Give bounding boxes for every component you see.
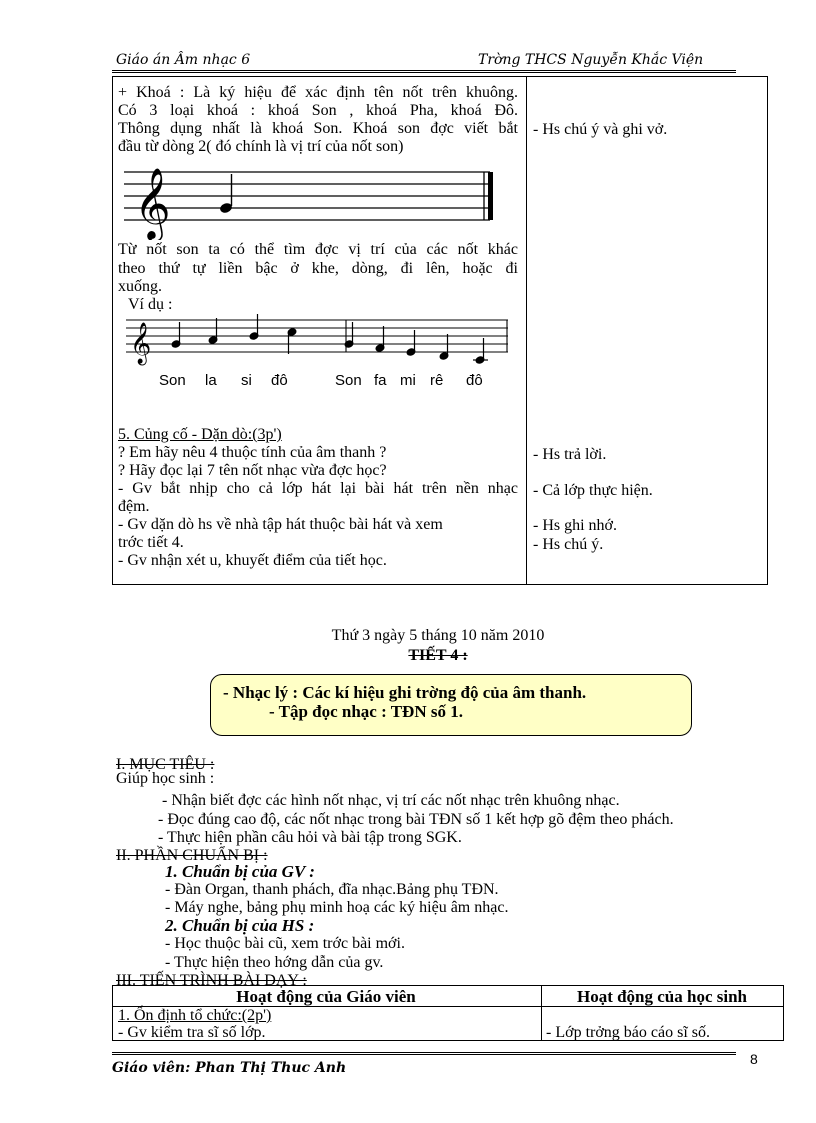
- note-name: Son: [159, 372, 186, 389]
- note-name: mi: [400, 372, 416, 389]
- header-title: Giáo án Âm nhạc 6: [116, 52, 251, 68]
- hs-prep-title: 2. Chuẩn bị của HS :: [165, 916, 315, 935]
- khoa-line-3: Thông dụng nhất là khoá Son. Khoá son đợc viết bắt: [118, 120, 518, 137]
- khoa-line-2: Có 3 loại khoá : khoá Son , khoá Pha, khoá Đô.: [118, 102, 518, 119]
- header-school: Trờng THCS Nguyễn Khắc Viện: [478, 52, 704, 68]
- gv-line-3: - Gv nhận xét u, khuyết điểm của tiết học.: [118, 552, 387, 569]
- student-activity-5: - Hs chú ý.: [533, 536, 604, 553]
- hs-prep-item: - Thực hiện theo hớng dẫn của gv.: [165, 954, 384, 971]
- note-name: đô: [271, 372, 288, 389]
- cungco-title: 5. Củng cố - Dặn dò:(3p'): [118, 426, 282, 443]
- hs-prep-item: - Học thuộc bài cũ, xem trớc bài mới.: [165, 935, 405, 952]
- tu-line-1: Từ nốt son ta có thể tìm đợc vị trí của các nốt khác: [118, 241, 518, 258]
- khoa-line-4: đầu từ dòng 2( đó chính là vị trí của nốt son): [118, 138, 404, 155]
- khoa-line-1: + Khoá : Là ký hiệu để xác định tên nốt trên khuông.: [118, 84, 518, 101]
- note-name: fa: [374, 372, 387, 389]
- student-activity-2: - Hs trả lời.: [533, 446, 607, 463]
- muctieu-item: - Nhận biết đợc các hình nốt nhạc, vị trí các nốt nhạc trên khuông nhạc.: [162, 792, 620, 809]
- date-line: Thứ 3 ngày 5 tháng 10 năm 2010: [331, 627, 545, 644]
- gv-line-1a: - Gv bắt nhịp cho cả lớp hát lại bài hát trên nền nhạc: [118, 480, 518, 497]
- gv-prep-item: - Đàn Organ, thanh phách, đĩa nhạc.Bảng phụ TĐN.: [165, 881, 499, 898]
- muctieu-item: - Thực hiện phần câu hỏi và bài tập trong SGK.: [158, 829, 462, 846]
- footer-rule: [112, 1052, 736, 1055]
- question-1: ? Em hãy nêu 4 thuộc tính của âm thanh ?: [118, 444, 387, 461]
- muctieu-intro: Giúp học sinh :: [116, 770, 215, 787]
- ondinh-student: - Lớp trởng báo cáo sĩ số.: [546, 1024, 710, 1041]
- col-head-teacher: Hoạt động của Giáo viên: [236, 987, 416, 1006]
- tu-line-2: theo thứ tự liền bậc ở khe, dòng, đi lên, hoặc đi: [118, 260, 518, 277]
- ondinh-item: - Gv kiểm tra sĩ số lớp.: [118, 1024, 266, 1041]
- note-name: rê: [430, 372, 444, 389]
- lesson-title: TIẾT 4 :: [408, 647, 468, 664]
- student-activity-3: - Cả lớp thực hiện.: [533, 482, 653, 499]
- note-name: Son: [335, 372, 362, 389]
- footer-teacher: Giáo viên: Phan Thị Thuc Anh: [112, 1060, 347, 1076]
- muctieu-item: - Đọc đúng cao độ, các nốt nhạc trong bài TĐN số 1 kết hợp gõ đệm theo phách.: [158, 811, 674, 828]
- page-number: 8: [750, 1051, 758, 1067]
- section-muctieu: I. MỤC TIÊU :: [116, 756, 215, 773]
- topic-line-1: - Nhạc lý : Các kí hiệu ghi trờng độ của âm thanh.: [223, 683, 587, 702]
- vidu-label: Ví dụ :: [128, 296, 173, 313]
- col-head-student: Hoạt động của học sinh: [576, 987, 748, 1006]
- gv-line-2a: - Gv dặn dò hs về nhà tập hát thuộc bài hát và xem: [118, 516, 443, 533]
- staff-treble-clef: [122, 160, 502, 240]
- tu-line-3: xuống.: [118, 278, 162, 295]
- topic-line-2: - Tập đọc nhạc : TĐN số 1.: [269, 702, 463, 721]
- note-name: la: [205, 372, 217, 389]
- question-2: ? Hãy đọc lại 7 tên nốt nhạc vừa đợc học?: [118, 462, 387, 479]
- svg-text:𝄞: 𝄞: [134, 166, 171, 239]
- student-activity-1: - Hs chú ý và ghi vở.: [533, 121, 668, 138]
- note-name: đô: [466, 372, 483, 389]
- gv-prep-item: - Máy nghe, bảng phụ minh hoạ các ký hiệu âm nhạc.: [165, 899, 509, 916]
- note-name: si: [241, 372, 252, 389]
- header-rule: [112, 70, 736, 73]
- section-chuanbi: II. PHẦN CHUẨN BỊ :: [116, 847, 268, 864]
- table-divider: [526, 76, 527, 585]
- gv-line-2b: trớc tiết 4.: [118, 534, 184, 551]
- gv-line-1b: đệm.: [118, 498, 150, 515]
- topic-box: [210, 674, 692, 736]
- ondinh-title: 1. Ổn định tổ chức:(2p'): [118, 1007, 272, 1024]
- staff-example: [124, 312, 514, 368]
- student-activity-4: - Hs ghi nhớ.: [533, 517, 618, 534]
- section-tientrinh: III. TIẾN TRÌNH BÀI DẠY :: [116, 972, 307, 989]
- svg-text:𝄞: 𝄞: [130, 323, 152, 364]
- gv-prep-title: 1. Chuẩn bị của GV :: [165, 862, 315, 881]
